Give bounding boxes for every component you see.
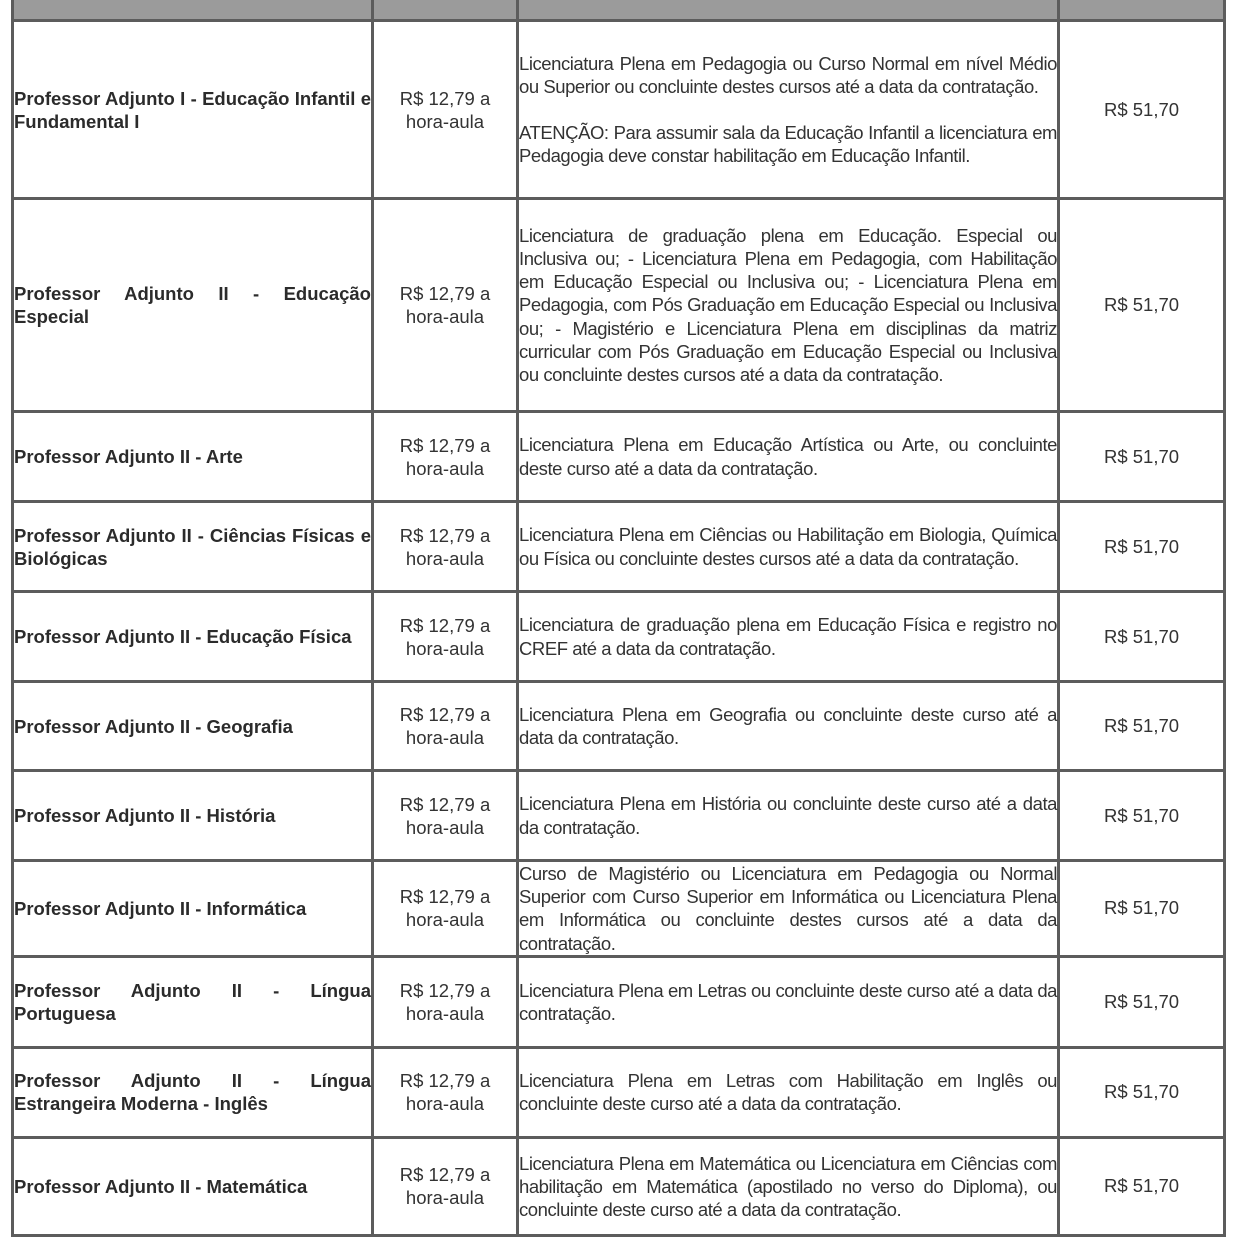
vencimento-cell <box>373 771 518 861</box>
vencimento-unit: hora-aula <box>405 1187 485 1209</box>
cargo-cell: Professor Adjunto II - Matemática <box>13 1137 373 1235</box>
vencimento-value: R$ 12,79 a <box>399 1070 491 1092</box>
cargo-cell: Professor Adjunto II - Língua Estrangeira Moderna - Inglês <box>13 1047 373 1137</box>
requisito-cell: Licenciatura Plena em História ou concluinte deste curso até a data da contratação. <box>518 771 1059 861</box>
requisito-cell: Licenciatura de graduação plena em Educação Física e registro no CREF até a data da contratação. <box>518 592 1059 682</box>
requisito-cell: Licenciatura Plena em Letras com Habilitação em Inglês ou concluinte deste curso até a data da contratação. <box>518 1047 1059 1137</box>
cargo-cell: Professor Adjunto II - Geografia <box>13 682 373 771</box>
requisito-text: Licenciatura Plena em Pedagogia ou Curso Normal em nível Médio ou Superior ou concluinte destes cursos até a data da contratação. <box>519 52 1057 97</box>
requisito-cell: Licenciatura Plena em Geografia ou concluinte deste curso até a data da contratação. <box>518 682 1059 771</box>
vencimento-value: R$ 12,79 a <box>399 524 491 546</box>
cargo-cell: Professor Adjunto II - Educação Física <box>13 592 373 682</box>
requisito-cell: Curso de Magistério ou Licenciatura em Pedagogia ou Normal Superior com Curso Superior em Informática ou Licenciatura Plena em Informática ou concluinte destes cursos até a data da contratação. <box>518 861 1059 957</box>
vencimento-value: R$ 12,79 a <box>399 434 491 456</box>
table-header-row <box>13 0 1225 21</box>
vencimento-unit: hora-aula <box>405 637 485 659</box>
header-cell-vencimento <box>373 0 518 21</box>
vencimento-unit: hora-aula <box>405 1093 485 1115</box>
requisito-cell: Licenciatura Plena em Letras ou concluinte deste curso até a data da contratação. <box>518 956 1059 1047</box>
table-row <box>13 502 1225 592</box>
vencimento-cell <box>373 21 518 199</box>
cargo-cell: Professor Adjunto II - Informática <box>13 861 373 957</box>
vencimento-value: R$ 12,79 a <box>399 886 491 908</box>
requisito-note: ATENÇÃO: Para assumir sala da Educação Infantil a licenciatura em Pedagogia deve constar habilitação em Educação Infantil. <box>519 122 1057 167</box>
table-row <box>13 956 1225 1047</box>
vencimento-unit: hora-aula <box>405 457 485 479</box>
vencimento-value: R$ 12,79 a <box>399 979 491 1001</box>
table-row <box>13 199 1225 412</box>
vencimento-value: R$ 12,79 a <box>399 614 491 636</box>
vencimento-unit: hora-aula <box>405 909 485 931</box>
vencimento-unit: hora-aula <box>405 727 485 748</box>
taxa-cell: R$ 51,70 <box>1059 502 1225 592</box>
taxa-cell: R$ 51,70 <box>1059 21 1225 199</box>
header-cell-requisito <box>518 0 1059 21</box>
cargo-cell: Professor Adjunto II - Ciências Físicas e Biológicas <box>13 502 373 592</box>
header-cell-cargo <box>13 0 373 21</box>
table-row <box>13 682 1225 771</box>
taxa-cell: R$ 51,70 <box>1059 592 1225 682</box>
vencimento-cell <box>373 412 518 502</box>
vencimento-unit: hora-aula <box>405 547 485 569</box>
table-row <box>13 21 1225 199</box>
vencimento-cell <box>373 592 518 682</box>
taxa-cell: R$ 51,70 <box>1059 956 1225 1047</box>
taxa-cell: R$ 51,70 <box>1059 1137 1225 1235</box>
requisito-cell: Licenciatura Plena em Ciências ou Habilitação em Biologia, Química ou Física ou concluinte destes cursos até a data da contratação. <box>518 502 1059 592</box>
vencimento-value: R$ 12,79 a <box>399 1164 491 1186</box>
vencimento-cell <box>373 199 518 412</box>
header-cell-taxa <box>1059 0 1225 21</box>
table-row <box>13 592 1225 682</box>
cargo-cell: Professor Adjunto II - Arte <box>13 412 373 502</box>
positions-table <box>11 0 1226 1237</box>
vencimento-value: R$ 12,79 a <box>399 704 491 725</box>
vencimento-cell <box>373 861 518 957</box>
vencimento-value: R$ 12,79 a <box>399 793 491 815</box>
vencimento-cell <box>373 1137 518 1235</box>
requisito-cell <box>518 21 1059 199</box>
vencimento-cell <box>373 682 518 771</box>
taxa-cell: R$ 51,70 <box>1059 861 1225 957</box>
table-row <box>13 771 1225 861</box>
table-row <box>13 861 1225 957</box>
cargo-cell: Professor Adjunto II - Educação Especial <box>13 199 373 412</box>
taxa-cell: R$ 51,70 <box>1059 682 1225 771</box>
table-row <box>13 1047 1225 1137</box>
vencimento-value: R$ 12,79 a <box>399 87 491 109</box>
table-row <box>13 412 1225 502</box>
vencimento-cell <box>373 956 518 1047</box>
taxa-cell: R$ 51,70 <box>1059 412 1225 502</box>
vencimento-unit: hora-aula <box>405 110 485 132</box>
vencimento-unit: hora-aula <box>405 816 485 838</box>
requisito-cell: Licenciatura Plena em Matemática ou Licenciatura em Ciências com habilitação em Matemática (apostilado no verso do Diploma), ou concluinte deste curso até a data da contratação. <box>518 1137 1059 1235</box>
taxa-cell: R$ 51,70 <box>1059 199 1225 412</box>
vencimento-cell <box>373 1047 518 1137</box>
cargo-cell: Professor Adjunto II - Língua Portuguesa <box>13 956 373 1047</box>
vencimento-value: R$ 12,79 a <box>399 283 491 304</box>
requisito-cell: Licenciatura de graduação plena em Educação. Especial ou Inclusiva ou; - Licenciatura Plena em Pedagogia, com Habilitação em Educação Especial ou Inclusiva ou; - Licenciatura Plena em Pedagogia, com Pós Graduação em Educação Especial ou Inclusiva ou; - Magistério e Licenciatura Plena em disciplinas da matriz curricular com Pós Graduação em Educação Especial ou Inclusiva ou concluinte destes cursos até a data da contratação. <box>518 199 1059 412</box>
cargo-cell: Professor Adjunto I - Educação Infantil e Fundamental I <box>13 21 373 199</box>
vencimento-unit: hora-aula <box>405 306 485 327</box>
requisito-cell: Licenciatura Plena em Educação Artística ou Arte, ou concluinte deste curso até a data da contratação. <box>518 412 1059 502</box>
vencimento-unit: hora-aula <box>405 1002 485 1024</box>
cargo-cell: Professor Adjunto II - História <box>13 771 373 861</box>
taxa-cell: R$ 51,70 <box>1059 1047 1225 1137</box>
taxa-cell: R$ 51,70 <box>1059 771 1225 861</box>
table-row <box>13 1137 1225 1235</box>
vencimento-cell <box>373 502 518 592</box>
